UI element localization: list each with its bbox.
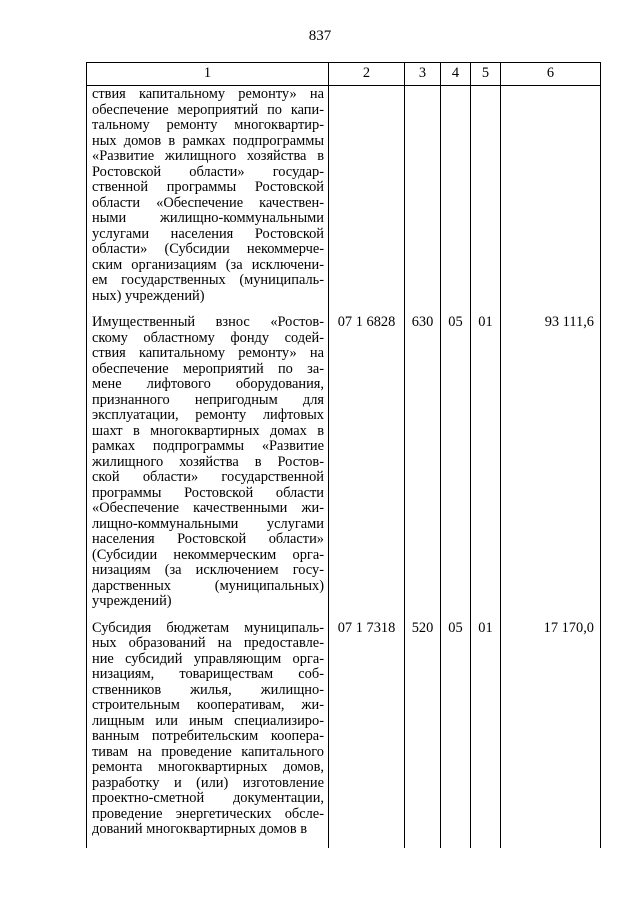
description-line: тивам на проведение капитального <box>92 743 324 760</box>
section-code: 05 <box>441 620 471 848</box>
description-line: шахт в многоквартирных домах в <box>92 422 324 439</box>
table-row <box>87 86 601 315</box>
description-line: мене лифтового оборудования, <box>92 376 324 392</box>
column-header-5: 5 <box>471 63 501 86</box>
amount-value: 17 170,0 <box>501 620 601 848</box>
target-article-code: 07 1 6828 <box>329 314 405 620</box>
description-line: ванным потребительским коопера- <box>92 728 324 744</box>
description-line: ствия капитальному ремонту» на <box>92 86 324 102</box>
description-line: услугами населения Ростовской <box>92 225 324 242</box>
description-line: обеспечение мероприятий по капи- <box>92 101 324 118</box>
description-line: ем государственных (муниципаль- <box>92 272 324 288</box>
description-line: «Обеспечение качественными жи- <box>92 500 324 516</box>
description-line: ственной программы Ростовской <box>92 179 324 195</box>
description-line: ской области» государственной <box>92 469 324 485</box>
description-line: ственников жилья, жилищно- <box>92 681 324 698</box>
description-line: жилищного хозяйства в Ростов- <box>92 453 324 470</box>
description-line: области» (Субсидии некоммерче- <box>92 241 324 257</box>
column-header-1: 1 <box>87 63 329 86</box>
amount-value: 93 111,6 <box>501 314 601 620</box>
section-code: 05 <box>441 314 471 620</box>
description-line: (Субсидии некоммерческим орга- <box>92 546 324 563</box>
description-line: ных образований на предоставле- <box>92 635 324 651</box>
column-header-6: 6 <box>501 63 601 86</box>
description-line: лищным или иным специализиро- <box>92 712 324 729</box>
column-header-2: 2 <box>329 63 405 86</box>
description-line: низациям (за исключением госу- <box>92 562 324 578</box>
description-line: дований многоквартирных домов в <box>92 821 308 837</box>
description-line: признанного непригодным для <box>92 391 324 408</box>
description-line: разработку и (или) изготовление <box>92 774 324 791</box>
description-line: области «Обеспечение качествен- <box>92 194 324 211</box>
column-header-3: 3 <box>405 63 441 86</box>
description-line: лищно-коммунальными услугами <box>92 515 324 532</box>
description-line: эксплуатации, ремонту лифтовых <box>92 407 324 423</box>
description-line: ными жилищно-коммунальными <box>92 210 324 226</box>
description-line: ремонта многоквартирных домов, <box>92 759 324 775</box>
budget-table <box>86 62 601 848</box>
table-row <box>87 620 601 848</box>
description-line: низациям, товариществам соб- <box>92 666 324 682</box>
description-line: проектно-сметной документации, <box>92 790 324 806</box>
item-description <box>87 314 329 620</box>
target-article-code: 07 1 7318 <box>329 620 405 848</box>
description-line: программы Ростовской области <box>92 484 324 501</box>
description-line: населения Ростовской области» <box>92 531 324 547</box>
description-line: проведение энергетических обсле- <box>92 805 324 822</box>
description-line: обеспечение мероприятий по за- <box>92 360 324 377</box>
table-row <box>87 314 601 620</box>
section-code <box>441 86 471 315</box>
description-line: тальному ремонту многоквартир- <box>92 117 324 133</box>
amount-value <box>501 86 601 315</box>
subsection-code <box>471 86 501 315</box>
subsection-code: 01 <box>471 314 501 620</box>
target-article-code <box>329 86 405 315</box>
description-line: дарственных (муниципальных) <box>92 577 324 594</box>
description-line: ским организациям (за исключени- <box>92 256 324 273</box>
description-line: скому областному фонду содей- <box>92 329 324 346</box>
description-line: ных) учреждений) <box>92 287 205 304</box>
description-line: учреждений) <box>92 593 172 609</box>
description-line: «Развитие жилищного хозяйства в <box>92 148 324 164</box>
expense-type-code: 630 <box>405 314 441 620</box>
description-line: Имущественный взнос «Ростов- <box>92 314 324 330</box>
item-description <box>87 620 329 848</box>
page-number: 837 <box>308 28 332 44</box>
column-header-4: 4 <box>441 63 471 86</box>
description-line: ние субсидий управляющим орга- <box>92 650 324 667</box>
description-line: ствия капитальному ремонту» на <box>92 345 324 361</box>
description-line: строительным кооперативам, жи- <box>92 697 324 713</box>
expense-type-code <box>405 86 441 315</box>
description-line: Субсидия бюджетам муниципаль- <box>92 619 324 636</box>
description-line: рамках подпрограммы «Развитие <box>92 438 324 454</box>
subsection-code: 01 <box>471 620 501 848</box>
item-description <box>87 86 329 315</box>
description-line: Ростовской области» государ- <box>92 163 324 180</box>
description-line: ных домов в рамках подпрограммы <box>92 132 324 149</box>
expense-type-code: 520 <box>405 620 441 848</box>
table-header-row <box>87 63 601 86</box>
